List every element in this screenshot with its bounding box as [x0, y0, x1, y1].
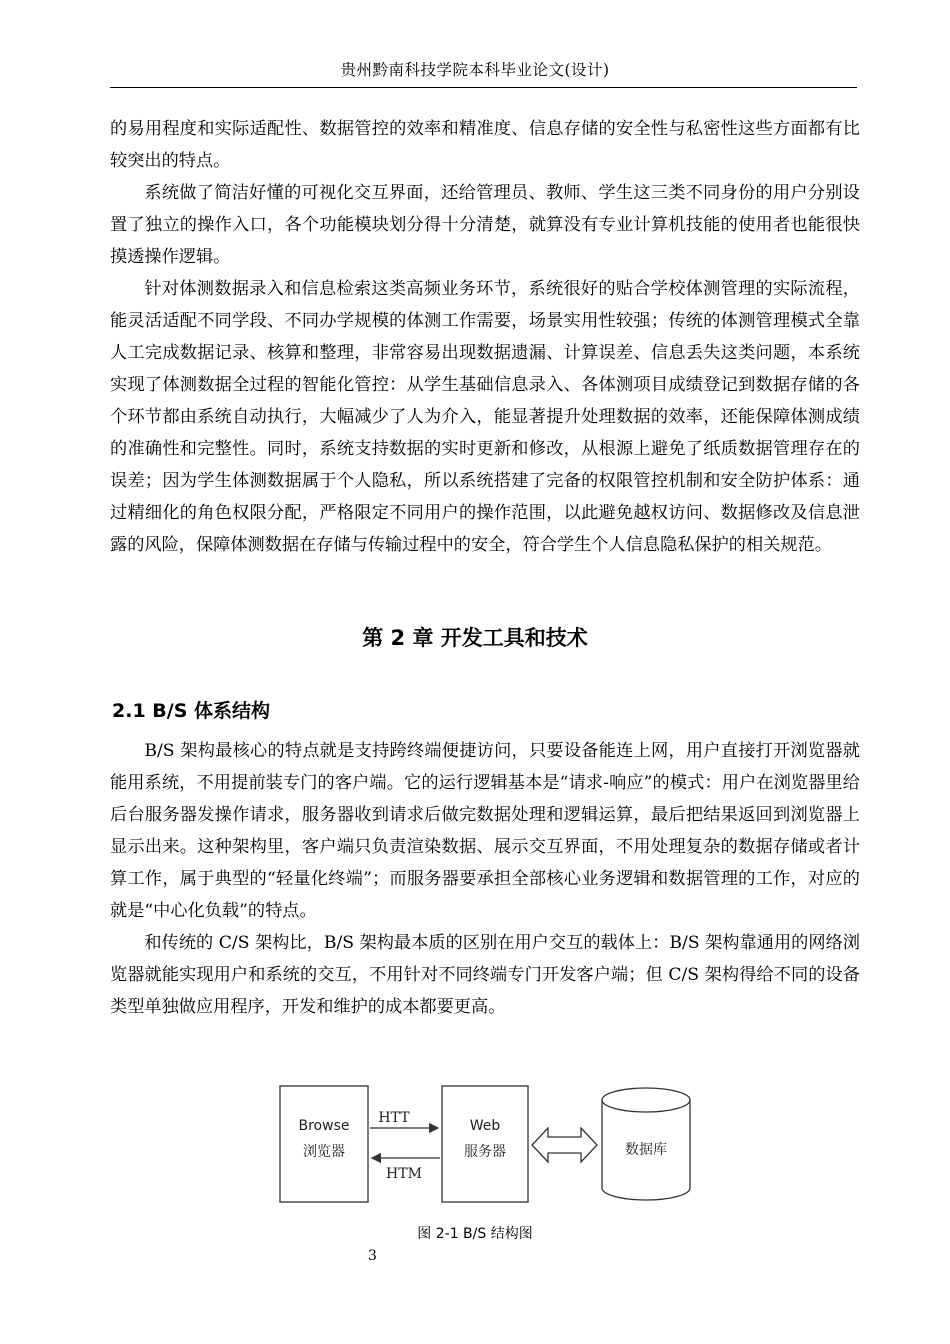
paragraph: B/S 架构最核心的特点就是支持跨终端便捷访问，只要设备能连上网，用户直接打开浏览器就能用系统，不用提前装专门的客户端。它的运行逻辑基本是“请求-响应”的模式：用户在浏览器里给后台服务器发操作请求，服务器收到请求后做完数据处理和逻辑运算，最后把结果返回到浏览器上显示出来。这种架构里，客户端只负责渲染数据、展示交互界面，不用处理复杂的数据存储或者计算工作，属于典型的“轻量化终端”；而服务器要承担全部核心业务逻辑和数据管理的工作，对应的就是“中心化负载”的特点。	[110, 741, 860, 921]
chapter-title: 第 2 章 开发工具和技术	[362, 626, 588, 650]
server-label-en: Web	[469, 1118, 501, 1134]
paragraph: 和传统的 C/S 架构比，B/S 架构最本质的区别在用户交互的载体上：B/S 架构靠通用的网络浏览器就能实现用户和系统的交互，不用针对不同终端专门开发客户端；但 C/S 架构得给不同的设备类型单独做应用程序，开发和维护的成本都要更高。	[110, 933, 860, 1017]
paragraph: 系统做了简洁好懂的可视化交互界面，还给管理员、教师、学生这三类不同身份的用户分别设置了独立的操作入口，各个功能模块划分得十分清楚，就算没有专业计算机技能的使用者也能很快摸透操作逻辑。	[110, 183, 860, 267]
bs-diagram	[270, 1080, 700, 1215]
bs-architecture-figure	[270, 1080, 700, 1215]
page-number: 3	[368, 1248, 377, 1264]
body-text-section	[110, 735, 860, 1023]
server-label-zh: 服务器	[464, 1144, 506, 1160]
paragraph: 针对体测数据录入和信息检索这类高频业务环节，系统很好的贴合学校体测管理的实际流程，能灵活适配不同学段、不同办学规模的体测工作需要，场景实用性较强；传统的体测管理模式全靠人工完成数据记录、核算和整理，非常容易出现数据遗漏、计算误差、信息丢失这类问题，本系统实现了体测数据全过程的智能化管控：从学生基础信息录入、各体测项目成绩登记到数据存储的各个环节都由系统自动执行，大幅减少了人为介入，能显著提升处理数据的效率，还能保障体测成绩的准确性和完整性。同时，系统支持数据的实时更新和修改，从根源上避免了纸质数据管理存在的误差；因为学生体测数据属于个人隐私，所以系统搭建了完备的权限管控机制和安全防护体系：通过精细化的角色权限分配，严格限定不同用户的操作范围，以此避免越权访问、数据修改及信息泄露的风险，保障体测数据在存储与传输过程中的安全，符合学生个人信息隐私保护的相关规范。	[110, 279, 860, 555]
browser-label-zh: 浏览器	[303, 1144, 345, 1160]
page-header: 贵州黔南科技学院本科毕业论文(设计)	[340, 61, 610, 79]
body-text-top	[110, 113, 860, 561]
header-rule	[110, 87, 857, 88]
paragraph: 的易用程度和实际适配性、数据管控的效率和精准度、信息存储的安全性与私密性这些方面都有比较突出的特点。	[110, 119, 860, 171]
double-arrow-icon	[532, 1128, 597, 1162]
figure-caption: 图 2-1 B/S 结构图	[417, 1226, 533, 1242]
browser-label-en: Browse	[298, 1118, 350, 1134]
response-label: HTM	[386, 1166, 422, 1182]
section-title: 2.1 B/S 体系结构	[112, 700, 270, 722]
request-label: HTT	[378, 1110, 410, 1126]
database-label: 数据库	[625, 1142, 667, 1158]
